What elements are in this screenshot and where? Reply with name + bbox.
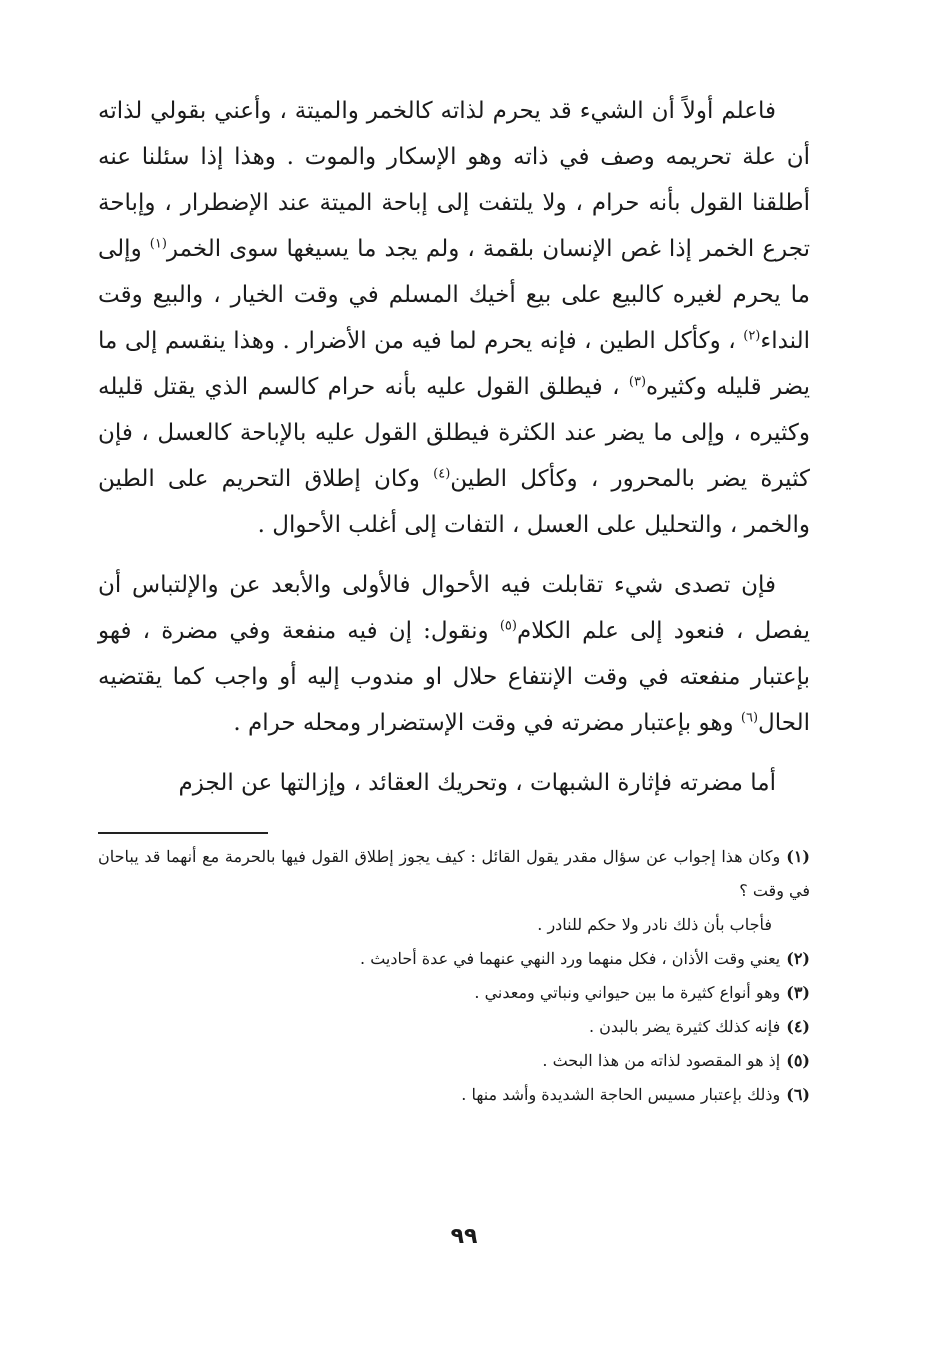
footnote-reference: (٣) [628,374,647,390]
footnote-text: فإنه كذلك كثيرة يضر بالبدن . [588,1017,781,1036]
paragraph-text: ، وكأكل الطين ، فإنه يحرم لما فيه من الأضرار . وهذا ينقسم إلى ما يضر قليله وكثيره [98,328,810,400]
page-content [98,88,810,1112]
footnote-number: (٤) [786,1017,810,1036]
paragraph-text: فاعلم أولاً أن الشيء قد يحرم لذاته كالخمر والميتة ، وأعني بقولي لذاته أن علة تحريمه وصف في ذاته وهو الإسكار والموت . وهذا إذا سئلنا عنه أطلقنا القول بأنه حرام ، ولا يلتفت إلى إباحة الميتة عند الإضطرار ، وإباحة تجرع الخمر إذا غص الإنسان بلقمة ، ولم يجد ما يسيغها سوى الخمر [98,98,810,262]
footnote-text: يعني وقت الأذان ، فكل منهما ورد النهي عنهما في عدة أحاديث . [360,949,781,968]
main-text [98,88,810,806]
footnote-4 [98,1010,810,1044]
footnote-1-continuation: فأجاب بأن ذلك نادر ولا حكم للنادر . [537,915,772,934]
paragraph-text: فإن تصدى شيء تقابلت فيه الأحوال فالأولى والأبعد عن والإلتباس أن يفصل ، فنعود إلى علم الكلام [98,572,810,644]
footnote-text: إذ هو المقصود لذاته من هذا البحث . [542,1051,781,1070]
footnote-2 [98,942,810,976]
footnote-text: وهو أنواع كثيرة ما بين حيواني ونباتي ومعدني . [474,983,781,1002]
footnote-3 [98,976,810,1010]
paragraph-3 [98,760,810,806]
footnotes [98,840,810,1112]
footnote-number: (١) [786,847,810,866]
footnote-number: (٣) [786,983,810,1002]
footnote-divider [98,832,268,834]
footnote-number: (٦) [786,1085,810,1104]
paragraph-text: ، فيطلق القول عليه بأنه حرام كالسم الذي يقتل قليله وكثيره ، وإلى ما يضر عند الكثرة فيطلق القول عليه بالإباحة كالعسل ، فإن كثيرة يضر بالمحرور ، وكأكل الطين [98,374,810,492]
paragraph-text: وإلى ما يحرم لغيره كالبيع على بيع أخيك المسلم في وقت الخيار ، والبيع وقت النداء [98,236,810,354]
footnote-5 [98,1044,810,1078]
footnote-reference: (٦) [740,710,759,726]
paragraph-text: ونقول: إن فيه منفعة وفي مضرة ، فهو بإعتبار منفعته في وقت الإنتفاع حلال او مندوب إليه أو واجب كما يقتضيه الحال [98,618,810,736]
footnote-text: وذلك بإعتبار مسيس الحاجة الشديدة وأشد منها . [461,1085,781,1104]
footnote-reference: (٤) [433,466,451,482]
paragraph-text: وهو بإعتبار مضرته في وقت الإستضرار ومحله حرام . [233,710,741,736]
paragraph-text: أما مضرته فإثارة الشبهات ، وتحريك العقائد ، وإزالتها عن الجزم [178,770,776,796]
footnote-number: (٢) [786,949,810,968]
footnote-reference: (٢) [743,328,761,344]
paragraph-2 [98,562,810,746]
footnote-1 [98,840,810,908]
footnote-number: (٥) [786,1051,810,1070]
page-number: ٩٩ [450,1224,478,1249]
paragraph-text: وكان إطلاق التحريم على الطين والخمر ، والتحليل على العسل ، التفات إلى أغلب الأحوال . [98,466,810,538]
paragraph-1 [98,88,810,548]
footnote-reference: (١) [149,236,167,252]
footnote-text: وكان هذا إجواب عن سؤال مقدر يقول القائل : كيف يجوز إطلاق القول فيها بالحرمة مع أنهما قد يباحان في وقت ؟ [98,847,810,900]
footnote-6 [98,1078,810,1112]
footnote-reference: (٥) [499,618,517,634]
